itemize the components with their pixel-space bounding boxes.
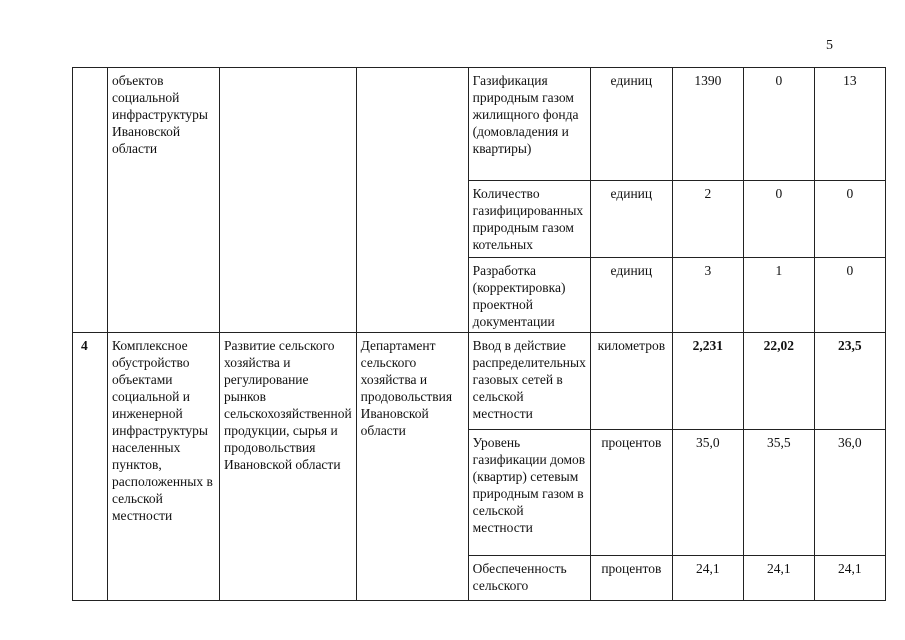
task-cell: Развитие сельского хозяйства и регулирование рынков сельскохозяйственной продукции, сырья и продовольствия Ивановской области <box>220 333 357 601</box>
indicator-value-2: 1 <box>743 258 814 333</box>
indicators-table <box>72 67 886 601</box>
row-number <box>73 68 108 333</box>
indicator-unit: процентов <box>590 556 672 601</box>
responsible-cell <box>356 68 468 333</box>
indicator-name: Ввод в действие распределительных газовых сетей в сельской местности <box>468 333 590 430</box>
indicator-value-2: 24,1 <box>743 556 814 601</box>
indicator-value-1: 2,231 <box>672 333 743 430</box>
indicator-value-2: 35,5 <box>743 430 814 556</box>
indicator-value-1: 1390 <box>672 68 743 181</box>
indicator-unit: единиц <box>590 258 672 333</box>
indicator-name: Разработка (корректировка) проектной документации <box>468 258 590 333</box>
indicator-value-2: 22,02 <box>743 333 814 430</box>
indicator-value-1: 35,0 <box>672 430 743 556</box>
indicator-value-1: 3 <box>672 258 743 333</box>
indicator-value-3: 0 <box>814 258 885 333</box>
indicator-name: Количество газифицированных природным газом котельных <box>468 181 590 258</box>
indicator-value-3: 36,0 <box>814 430 885 556</box>
indicator-name: Обеспеченность сельского <box>468 556 590 601</box>
indicator-name: Газификация природным газом жилищного фонда (домовладения и квартиры) <box>468 68 590 181</box>
object-cell: Комплексное обустройство объектами социальной и инженерной инфраструктуры населенных пунктов, расположенных в сельской местности <box>108 333 220 601</box>
indicator-value-2: 0 <box>743 181 814 258</box>
indicator-value-3: 13 <box>814 68 885 181</box>
indicator-value-3: 24,1 <box>814 556 885 601</box>
table-row <box>73 333 886 430</box>
indicator-name: Уровень газификации домов (квартир) сетевым природным газом в сельской местности <box>468 430 590 556</box>
indicator-value-3: 0 <box>814 181 885 258</box>
page-number: 5 <box>826 38 833 53</box>
indicator-value-1: 2 <box>672 181 743 258</box>
row-number: 4 <box>73 333 108 601</box>
indicator-unit: единиц <box>590 68 672 181</box>
task-cell <box>220 68 357 333</box>
indicator-unit: километров <box>590 333 672 430</box>
responsible-cell: Департамент сельского хозяйства и продовольствия Ивановской области <box>356 333 468 601</box>
object-cell: объектов социальной инфраструктуры Ивановской области <box>108 68 220 333</box>
indicator-value-2: 0 <box>743 68 814 181</box>
indicator-value-3: 23,5 <box>814 333 885 430</box>
table-row <box>73 68 886 181</box>
indicator-unit: единиц <box>590 181 672 258</box>
indicator-unit: процентов <box>590 430 672 556</box>
indicator-value-1: 24,1 <box>672 556 743 601</box>
